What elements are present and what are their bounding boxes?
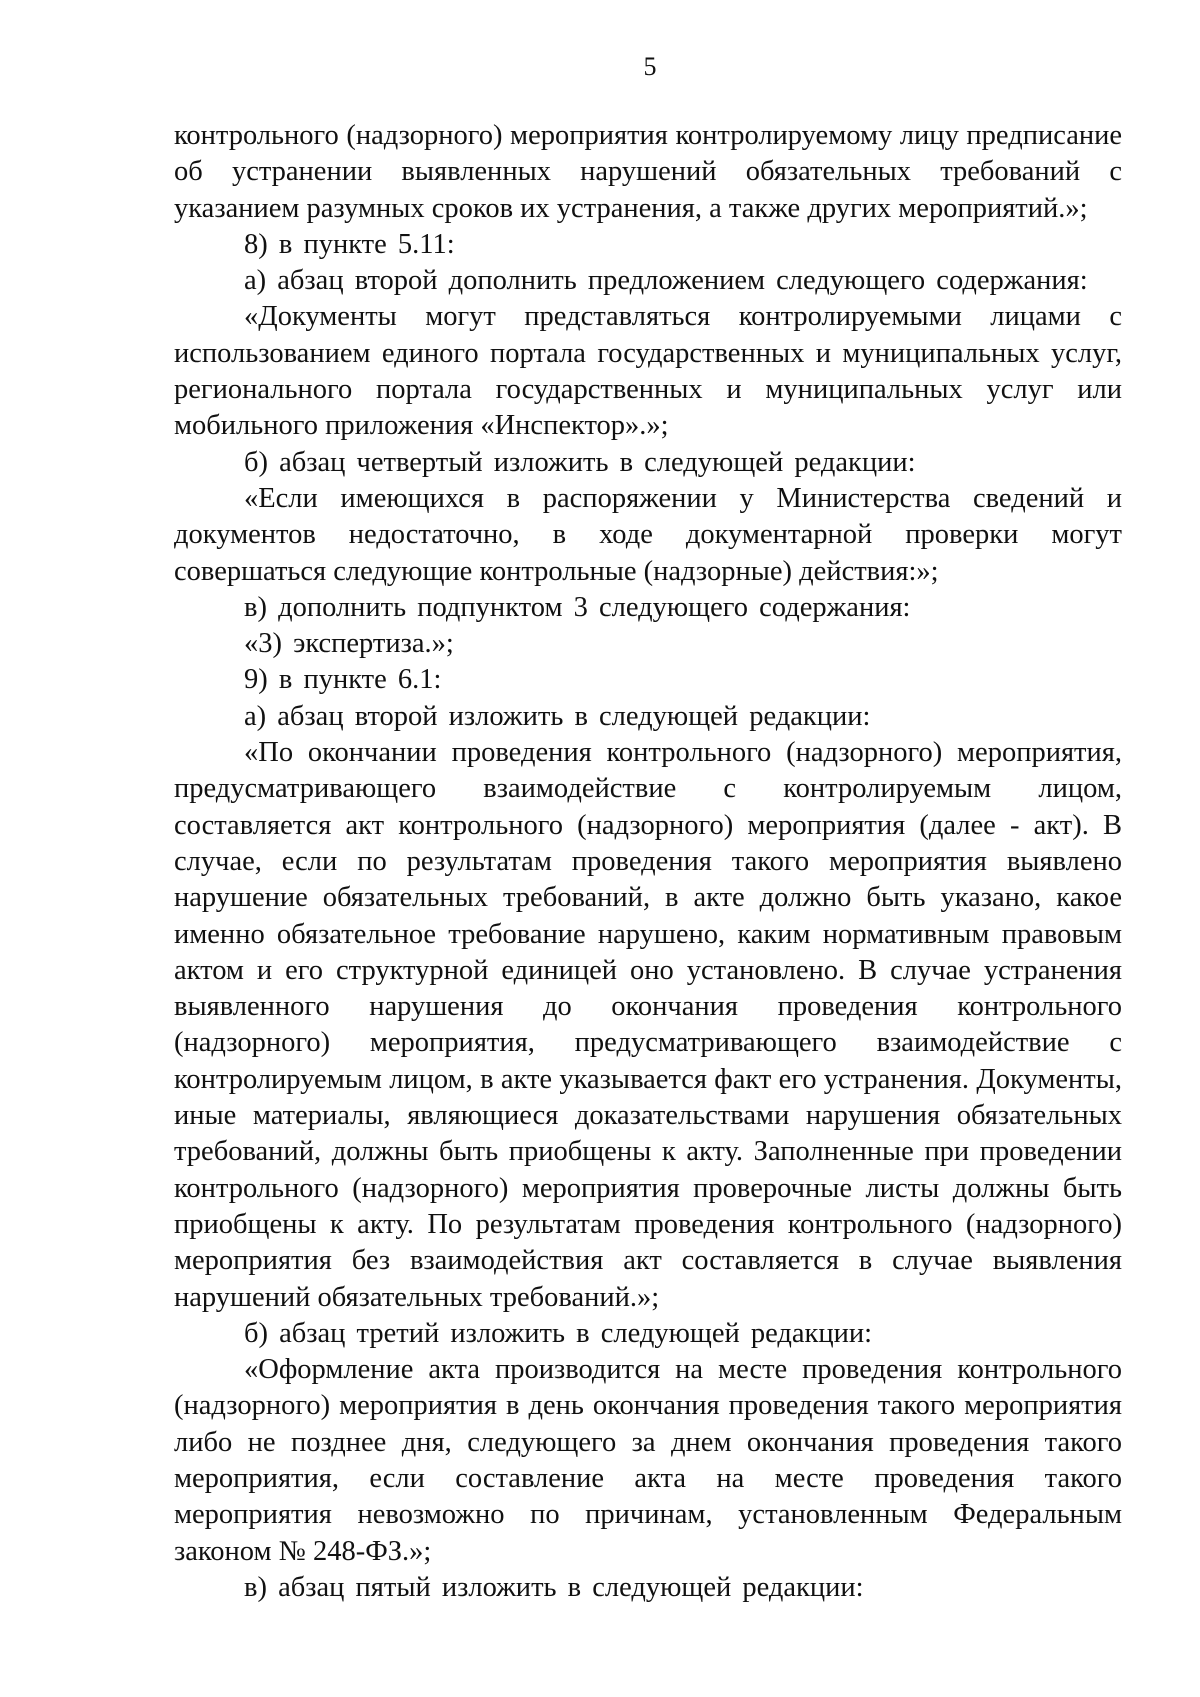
quoted-subitem: «3) экспертиза.»; — [244, 628, 454, 660]
subitem-a: а) абзац второй изложить в следующей редакции: — [244, 700, 871, 732]
subitem-v: в) дополнить подпунктом 3 следующего содержания: — [244, 591, 911, 623]
document-body — [174, 118, 1122, 1606]
page-number: 5 — [643, 52, 657, 81]
quoted-paragraph: «Если имеющихся в распоряжении у Министерства сведений и документов недостаточно, в ходе документарной проверки могут совершаться следующие контрольные (надзорные) действия:»; — [174, 482, 1122, 587]
list-item-8: 8) в пункте 5.11: — [244, 228, 455, 260]
subitem-b: б) абзац четвертый изложить в следующей редакции: — [244, 446, 916, 478]
list-item-9: 9) в пункте 6.1: — [244, 664, 442, 696]
subitem-v: в) абзац пятый изложить в следующей редакции: — [244, 1571, 864, 1603]
quoted-paragraph: «По окончании проведения контрольного (надзорного) мероприятия, предусматривающего взаимодействие с контролируемым лицом, составляется акт контрольного (надзорного) мероприятия (далее - акт). В случае, если по результатам проведения такого мероприятия выявлено нарушение обязательных требований, в акте должно быть указано, какое именно обязательное требование нарушено, каким нормативным правовым актом и его структурной единицей оно установлено. В случае устранения выявленного нарушения до окончания проведения контрольного (надзорного) мероприятия, предусматривающего взаимодействие с контролируемым лицом, в акте указывается факт его устранения. Документы, иные материалы, являющиеся доказательствами нарушения обязательных требований, должны быть приобщены к акту. Заполненные при проведении контрольного (надзорного) мероприятия проверочные листы должны быть приобщены к акту. По результатам проведения контрольного (надзорного) мероприятия без взаимодействия акт составляется в случае выявления нарушений обязательных требований.»; — [174, 737, 1122, 1313]
subitem-a: а) абзац второй дополнить предложением следующего содержания: — [244, 265, 1088, 297]
quoted-paragraph: «Документы могут представляться контролируемыми лицами с использованием единого портала государственных и муниципальных услуг, регионального портала государственных и муниципальных услуг или мобильного приложения «Инспектор».»; — [174, 301, 1122, 442]
subitem-b: б) абзац третий изложить в следующей редакции: — [244, 1317, 873, 1349]
quoted-paragraph: «Оформление акта производится на месте проведения контрольного (надзорного) мероприятия в день окончания проведения такого мероприятия либо не позднее дня, следующего за днем окончания проведения такого мероприятия, если составление акта на месте проведения такого мероприятия невозможно по причинам, установленным Федеральным законом № 248-ФЗ.»; — [174, 1354, 1122, 1567]
paragraph-continuation: контрольного (надзорного) мероприятия контролируемому лицу предписание об устранении выявленных нарушений обязательных требований с указанием разумных сроков их устранения, а также других мероприятий.»; — [174, 120, 1122, 224]
